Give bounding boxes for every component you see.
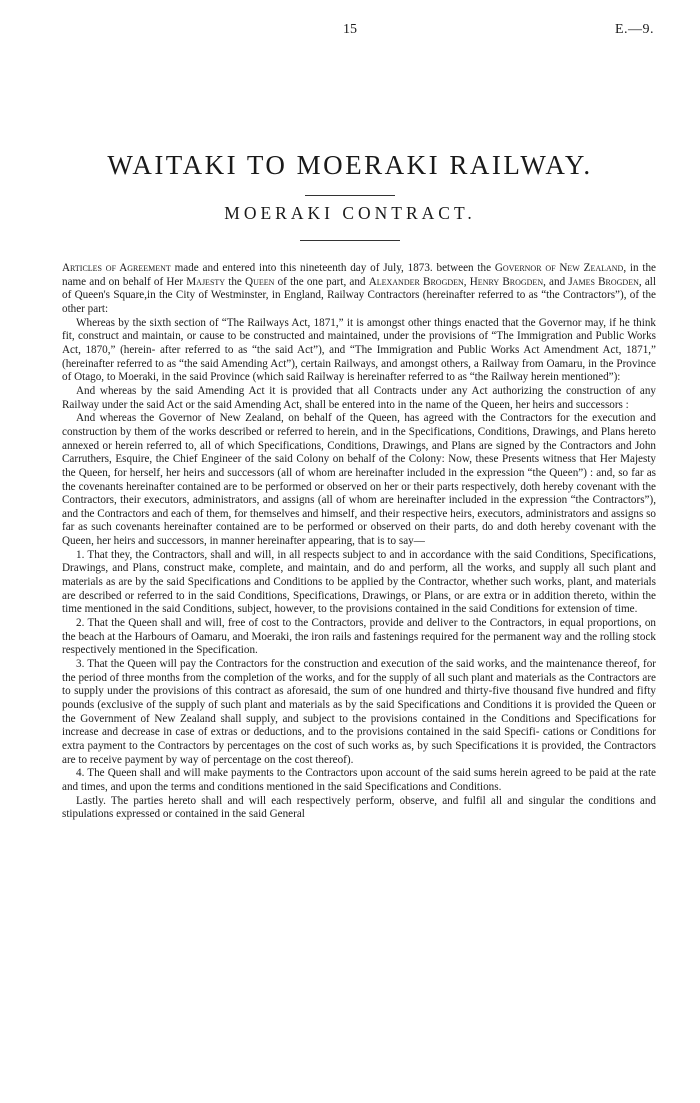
clause-3-paragraph: 3. That the Queen will pay the Contractors for the construction and execution of the said works, and the maintenance thereof, for the period of three months from the completion of the works, and for the supply of all such plant and materials as the Contractors are to supply under the provisions of this contract as aforesaid, the sum of one hundred and thirty-five thousand five hundred and fifty pounds (exclusive of the supply of such plant and materials as by the said Specifications and Conditions it is provided the Queen or the Government of New Zealand shall supply, and subject to the provisions contained in the Conditions and Specifications for increase and decrease in case of extras or deductions, and to the provisions contained in the said Specifi- cations or Conditions for extra payment to the Contractors by percentages on the cost of such works as, by such Specifications it is provided, the Contractors are to receive payment by way of percentage on the cost thereof). <box>62 658 656 766</box>
clause-1-paragraph: 1. That they, the Contractors, shall and will, in all respects subject to and in accordance with the said Conditions, Specifications, Drawings, and Plans, construct make, complete, and maintain, and do and perform, all the works, and supply all such plant and materials as are by the said Specifications and Conditions to be applied by the Contractor, whether such works, plant, and materials are described or referred to in the said Conditions, Specifications, Drawings, or Plans, or are extra or in addition thereto, within the time mentioned in the said Conditions, subject, however, to the provisions contained in the said Conditions for extension of time. <box>62 548 656 616</box>
whereas-amending-act-paragraph: And whereas by the said Amending Act it is provided that all Contracts under any Act authorizing the construction of any Railway under the said Act or the said Amending Act, shall be entered into in the name of the Queen, her heirs and successors : <box>62 384 656 411</box>
preamble-segment: , in the name and on behalf of Her <box>62 262 657 288</box>
page-number: 15 <box>343 22 357 37</box>
preamble-segment: , <box>463 275 470 288</box>
subtitle-rule <box>300 240 400 241</box>
clause-4-paragraph: 4. The Queen shall and will make payments to the Contractors upon account of the said sums herein agreed to be paid at the rate and times, and upon the terms and conditions mentioned in the said Specifications and Conditions. <box>62 767 656 793</box>
title-rule <box>305 195 395 196</box>
document-code: E.—9. <box>614 22 654 37</box>
lastly-paragraph: Lastly. The parties hereto shall and will each respectively perform, observe, and fulfil all and singular the conditions and stipulations expressed or contained in the said General <box>62 794 656 821</box>
preamble-segment: Queen <box>245 275 275 288</box>
preamble-segment: Alexander Brogden <box>368 275 464 288</box>
preamble-segment: James Brogden <box>568 275 639 288</box>
preamble-segment: Henry Brogden <box>469 275 544 288</box>
preamble-paragraph <box>62 262 656 317</box>
document-subtitle: MOERAKI CONTRACT. <box>224 203 476 223</box>
preamble-segment: the <box>225 275 246 288</box>
contract-body <box>62 262 656 822</box>
preamble-segment: Majesty <box>186 275 226 288</box>
preamble-segment: Articles of Agreement <box>62 262 171 274</box>
whereas-paragraph: Whereas by the sixth section of “The Railways Act, 1871,” it is amongst other things enacted that the Governor may, if he think fit, construct and maintain, or cause to be constructed and maintained, under the provisions of “The Immigration and Public Works Act, 1870,” (herein- after referred to as “the said Act”), and “The Immigration and Public Works Act Amendment Act, 1871,” (hereinafter referred to as “the said Amending Act”), certain Railways, and amongst others, a Railway from Oamaru, in the Province of Otago, to Moeraki, in the said Province (which said Railway is hereinafter referred to as “the Railway herein mentioned”): <box>62 316 656 384</box>
document-title: WAITAKI TO MOERAKI RAILWAY. <box>107 150 593 180</box>
preamble-segment: Governor of New Zealand <box>494 262 624 274</box>
whereas-agreement-paragraph: And whereas the Governor of New Zealand, on behalf of the Queen, has agreed with the Contractors for the execution and construction by them of the works described or referred to herein, and in the Specifications, Conditions, Drawings, and Plans hereto annexed or herein referred to, all of which Specifications, Conditions, Drawings, and Plans are signed by the Contractors and John Carruthers, Esquire, the Chief Engineer of the said Colony on behalf of the Colony: Now, these Presents witness that Her Majesty the Queen, for herself, her heirs and successors (all of whom are hereinafter included in the expression “the Queen”) : and, so far as the covenants hereinafter contained are to be performed or observed on her or their parts respectively, doth hereby covenant with the Contractors, their executors, administrators, and assigns (all of whom are hereinafter included in the expression “the Contractors”), and the Contractors and each of them, for themselves and himself, and their respective heirs, executors, administrators and assigns so far as such covenants hereinafter contained are to be performed or observed on their parts, do and doth hereby covenant with the Queen, her heirs and successors, in manner hereinafter appearing, that is to say— <box>62 412 656 548</box>
preamble-segment: , and <box>543 275 569 288</box>
preamble-segment: , all of Queen's Square,in the City of Westminster, in England, Railway Contractors (hereinafter referred to as “the Contractors”), of the other part: <box>62 275 656 315</box>
clause-2-paragraph: 2. That the Queen shall and will, free of cost to the Contractors, provide and deliver to the Contractors, in equal proportions, on the beach at the Harbours of Oamaru, and Moeraki, the iron rails and fastenings required for the permanent way and the rolling stock respectively mentioned in the Specification. <box>62 617 656 657</box>
preamble-segment: of the one part, and <box>274 275 369 288</box>
preamble-segment: made and entered into this nineteenth day of July, 1873. between the <box>170 262 495 274</box>
